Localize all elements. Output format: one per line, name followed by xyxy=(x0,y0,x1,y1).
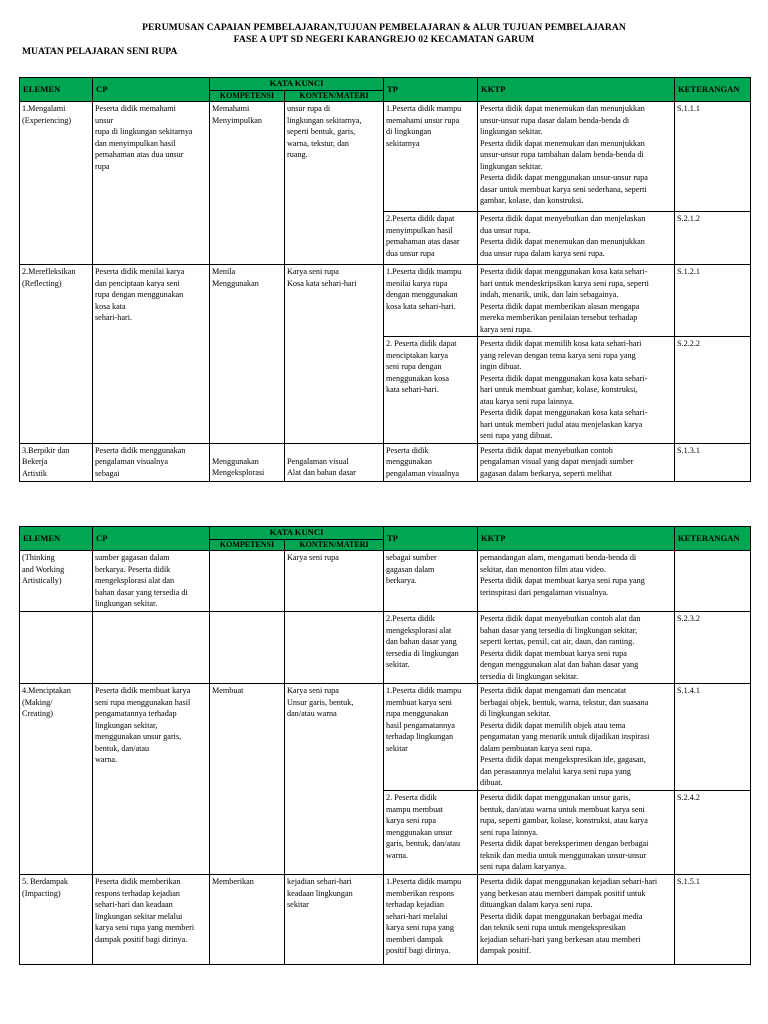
konten-cell: unsur rupa di lingkungan sekitarnya, seperti bentuk, garis, warna, tekstur, dan ruang. xyxy=(285,102,384,265)
tp-cell: 2.Peserta didik mengeksplorasi alat dan bahan dasar yang tersedia di lingkungan sekitar. xyxy=(384,612,478,684)
elemen-cell: 3.Berpikir dan Bekerja Artistik xyxy=(20,443,93,481)
tp-cell: 1.Peserta didik mampu membuat karya seni rupa menggunakan hasil pengamatannya terhadap lingkungan sekitar xyxy=(384,684,478,791)
tp-cell: 1.Peserta didik mampu memberikan respons terhadap kejadian sehari-hari melalui karya seni rupa yang memberi dampak positif bagi dirinya. xyxy=(384,875,478,965)
elemen-cell xyxy=(20,612,93,684)
konten-cell: Pengalaman visual Alat dan bahan dasar xyxy=(285,443,384,481)
cp-cell: Peserta didik menilai karya dan penciptaan karya seni rupa dengan menggunakan kosa kata sehari-hari. xyxy=(93,265,210,444)
keterangan-cell: S.2.4.2 xyxy=(675,791,751,875)
header-tp: TP xyxy=(384,527,478,551)
table-row xyxy=(20,443,751,481)
table-row xyxy=(20,875,751,965)
kompetensi-cell: Menila Menggunakan xyxy=(210,265,285,444)
kompetensi-cell: Menggunakan Mengeksplorasi xyxy=(210,443,285,481)
header-elemen: ELEMEN xyxy=(20,78,93,102)
header-cp: CP xyxy=(93,78,210,102)
kktp-cell: Peserta didik dapat menggunakan unsur garis, bentuk, dan/atau warna untuk membuat karya seni rupa, seperti gambar, kolase, konstruksi, atau karya seni rupa lainnya. Peserta didik dapat bereksperimen dengan berbagai teknik dan media untuk menggunakan unsur-unsur seni rupa dalam karyanya. xyxy=(478,791,675,875)
keterangan-cell: S.1.4.1 xyxy=(675,684,751,791)
keterangan-cell xyxy=(675,551,751,612)
kompetensi-cell xyxy=(210,612,285,684)
tp-cell: 2. Peserta didik dapat menciptakan karya seni rupa dengan menggunakan kosa kata sehari-hari. xyxy=(384,337,478,444)
kompetensi-cell: Memahami Menyimpulkan xyxy=(210,102,285,265)
table-row xyxy=(20,684,751,791)
subject-heading: MUATAN PELAJARAN SENI RUPA xyxy=(22,46,178,57)
header-elemen: ELEMEN xyxy=(20,527,93,551)
learning-objectives-table-2 xyxy=(19,526,751,965)
tp-cell: 1.Peserta didik mampu menilai karya rupa dengan menggunakan kosa kata sehari-hari. xyxy=(384,265,478,337)
cp-cell xyxy=(93,612,210,684)
cp-cell: Peserta didik memberikan respons terhadap kejadian sehari-hari dan keadaan lingkungan sekitar melalui karya seni rupa yang memberi dampak positif bagi dirinya. xyxy=(93,875,210,965)
keterangan-cell: S.2.2.2 xyxy=(675,337,751,444)
tp-cell: 2.Peserta didik dapat menyimpulkan hasil pemahaman atas dasar dua unsur rupa xyxy=(384,212,478,265)
elemen-cell: 1.Mengalami (Experiencing) xyxy=(20,102,93,265)
header-tp: TP xyxy=(384,78,478,102)
kompetensi-cell: Memberikan xyxy=(210,875,285,965)
konten-cell: Karya seni rupa Kosa kata sehari-hari xyxy=(285,265,384,444)
kktp-cell: pemandangan alam, mengamati benda-benda di sekitar, dan menonton film atau video. Peserta didik dapat membuat karya seni rupa yang terinspirasi dari pengalaman visualnya. xyxy=(478,551,675,612)
document-title: PERUMUSAN CAPAIAN PEMBELAJARAN,TUJUAN PEMBELAJARAN & ALUR TUJUAN PEMBELAJARAN xyxy=(142,22,626,33)
tp-cell: sebagai sumber gagasan dalam berkarya. xyxy=(384,551,478,612)
keterangan-cell: S.2.3.2 xyxy=(675,612,751,684)
table-row xyxy=(20,551,751,612)
header-cp: CP xyxy=(93,527,210,551)
header-kktp: KKTP xyxy=(478,78,675,102)
elemen-cell: (Thinking and Working Artistically) xyxy=(20,551,93,612)
cp-cell: Peserta didik menggunakan pengalaman visualnya sebagai xyxy=(93,443,210,481)
header-kktp: KKTP xyxy=(478,527,675,551)
table-row xyxy=(20,102,751,212)
kktp-cell: Peserta didik dapat menyebutkan dan menjelaskan dua unsur rupa. Peserta didik dapat menemukan dan menunjukkan dua unsur rupa dalam karya seni rupa. xyxy=(478,212,675,265)
table-row xyxy=(20,265,751,337)
tp-cell: 1.Peserta didik mampu memahami unsur rupa di lingkungan sekitarnya xyxy=(384,102,478,212)
header-kata-kunci: KATA KUNCI xyxy=(210,527,384,540)
konten-cell xyxy=(285,612,384,684)
kktp-cell: Peserta didik dapat mengamati dan mencatat berbagai objek, bentuk, warna, tekstur, dan suasana di lingkungan sekitar. Peserta didik dapat memilih objek atau tema pengamatan yang menarik untuk dijadikan inspirasi dalam pembuatan karya seni rupa. Peserta didik dapat mengekspresikan ide, gagasan, dan perasaannya melalui karya seni rupa yang dibuat. xyxy=(478,684,675,791)
elemen-cell: 2.Merefleksikan (Reflecting) xyxy=(20,265,93,444)
table-row xyxy=(20,612,751,684)
keterangan-cell: S.1.3.1 xyxy=(675,443,751,481)
konten-cell: Karya seni rupa xyxy=(285,551,384,612)
learning-objectives-table-1 xyxy=(19,77,751,482)
document-subtitle: FASE A UPT SD NEGERI KARANGREJO 02 KECAMATAN GARUM xyxy=(233,34,535,45)
keterangan-cell: S.1.5.1 xyxy=(675,875,751,965)
keterangan-cell: S.1.2.1 xyxy=(675,265,751,337)
header-keterangan: KETERANGAN xyxy=(675,78,751,102)
header-konten: KONTEN/MATERI xyxy=(285,540,384,551)
cp-cell: Peserta didik membuat karya seni rupa menggunakan hasil pengamatannya terhadap lingkungan sekitar, menggunakan unsur garis, bentuk, dan/atau warna. xyxy=(93,684,210,875)
kktp-cell: Peserta didik dapat menggunakan kejadian sehari-hari yang berkesan atau memberi dampak positif untuk dituangkan dalam karya seni rupa. Peserta didik dapat menggunakan berbagai media dan teknik seni rupa untuk mengekspresikan kejadian sehari-hari yang berkesan atau memberi dampak positif. xyxy=(478,875,675,965)
kompetensi-cell xyxy=(210,551,285,612)
kompetensi-cell: Membuat xyxy=(210,684,285,875)
kktp-cell: Peserta didik dapat menemukan dan menunjukkan unsur-unsur rupa dasar dalam benda-benda di lingkungan sekitar. Peserta didik dapat menemukan dan menunjukkan unsur-unsur rupa tambahan dalam benda-benda di lingkungan sekitar. Peserta didik dapat menggunakan unsur-unsur rupa dasar untuk membuat karya seni sederhana, seperti gambar, kolase, dan konstruksi. xyxy=(478,102,675,212)
keterangan-cell: S.2.1.2 xyxy=(675,212,751,265)
elemen-cell: 5. Berdampak (Impacting) xyxy=(20,875,93,965)
konten-cell: kejadian sehari-hari keadaan lingkungan sekitar xyxy=(285,875,384,965)
cp-cell: sumber gagasan dalam berkarya. Peserta didik mengeksplorasi alat dan bahan dasar yang tersedia di lingkungan sekitar. xyxy=(93,551,210,612)
kktp-cell: Peserta didik dapat menggunakan kosa kata sehari- hari untuk mendeskripsikan karya seni rupa, seperti indah, menarik, unik, dan lain sebagainya. Peserta didik dapat memberikan alasan mengapa mereka memberikan penilaian tersebut terhadap karya seni rupa. xyxy=(478,265,675,337)
cp-cell: Peserta didik memahami unsur rupa di lingkungan sekitarnya dan menyimpulkan hasil pemahaman atas dua unsur rupa xyxy=(93,102,210,265)
kktp-cell: Peserta didik dapat menyebutkan contoh alat dan bahan dasar yang tersedia di lingkungan sekitar, seperti kertas, pensil, cat air, daun, dan ranting. Peserta didik dapat membuat karya seni rupa dengan menggunakan alat dan bahan dasar yang tersedia di lingkungan sekitar. xyxy=(478,612,675,684)
elemen-cell: 4.Menciptakan (Making/ Creating) xyxy=(20,684,93,875)
keterangan-cell: S.1.1.1 xyxy=(675,102,751,212)
kktp-cell: Peserta didik dapat memilih kosa kata sehari-hari yang relevan dengan tema karya seni rupa yang ingin dibuat. Peserta didik dapat menggunakan kosa kata sehari- hari untuk membuat gambar, kolase, konstruksi, atau karya seni rupa lainnya. Peserta didik dapat menggunakan kosa kata sehari- hari untuk memberi judul atau menjelaskan karya seni rupa yang dibuat. xyxy=(478,337,675,444)
header-keterangan: KETERANGAN xyxy=(675,527,751,551)
konten-cell: Karya seni rupa Unsur garis, bentuk, dan/atau warna xyxy=(285,684,384,875)
header-konten: KONTEN/MATERI xyxy=(285,91,384,102)
header-kata-kunci: KATA KUNCI xyxy=(210,78,384,91)
kktp-cell: Peserta didik dapat menyebutkan contoh pengalaman visual yang dapat menjadi sumber gagasan dalam berkarya, seperti melihat xyxy=(478,443,675,481)
tp-cell: Peserta didik menggunakan pengalaman visualnya xyxy=(384,443,478,481)
header-kompetensi: KOMPETENSI xyxy=(210,540,285,551)
header-kompetensi: KOMPETENSI xyxy=(210,91,285,102)
tp-cell: 2. Peserta didik mampu membuat karya seni rupa menggunakan unsur garis, bentuk, dan/atau warna. xyxy=(384,791,478,875)
